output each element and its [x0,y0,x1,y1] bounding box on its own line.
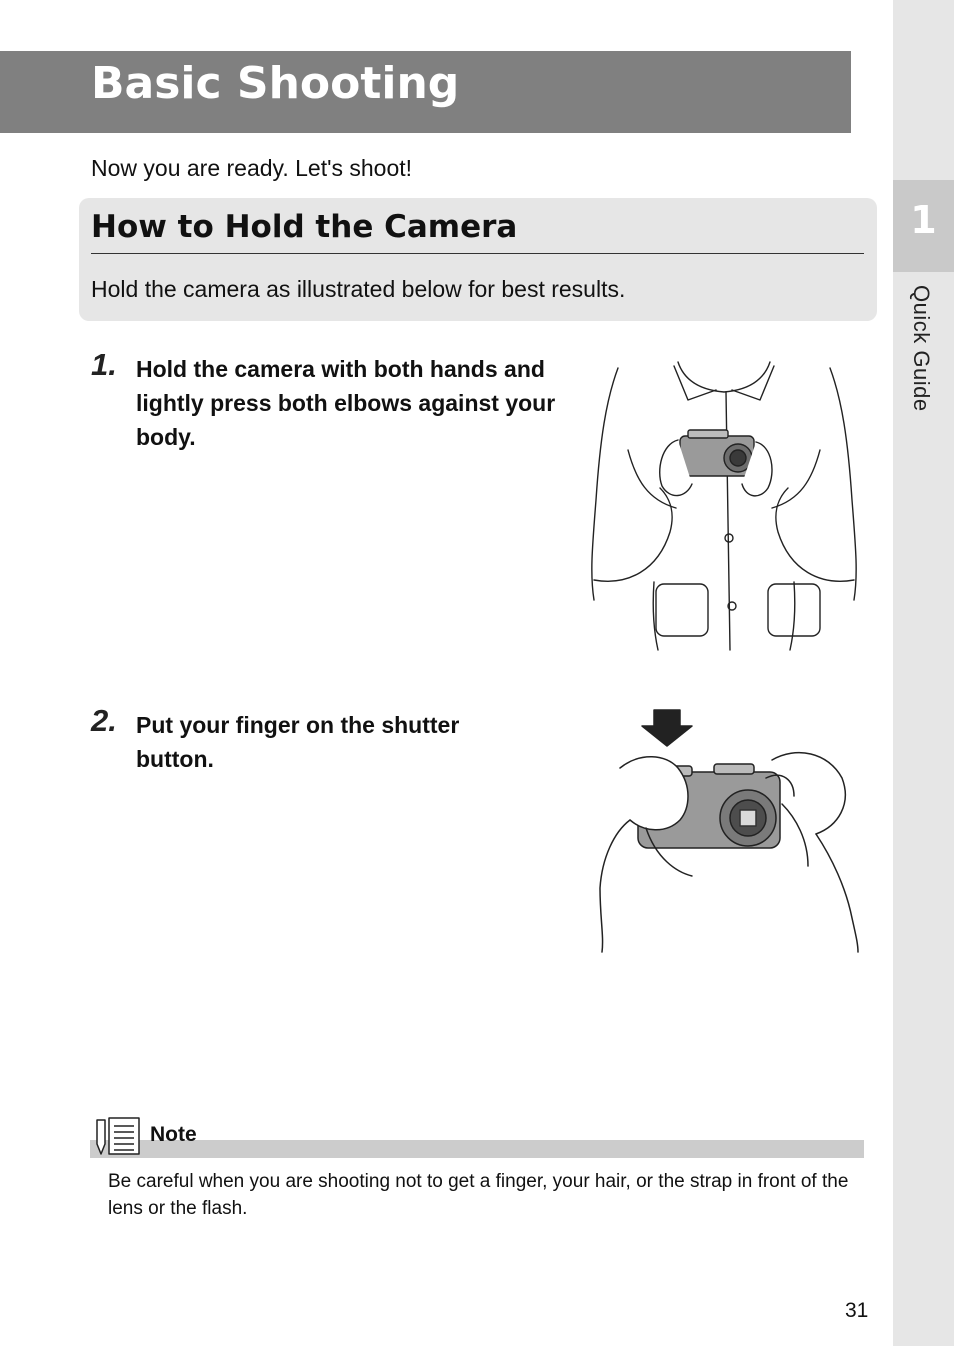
step-2-text: Put your finger on the shutter button. [136,712,460,772]
step-2-number: 2. [91,703,117,738]
step-1-text: Hold the camera with both hands and lightly press both elbows against your body. [136,356,556,450]
page-title: Basic Shooting [91,58,460,109]
page-number: 31 [845,1299,869,1322]
person-holding-camera-illustration [588,360,860,652]
section-title: How to Hold the Camera [91,209,518,245]
note-text: Be careful when you are shooting not to get a finger, your hair, or the strap in front of the lens or the flash. [108,1171,849,1219]
note-icon [94,1116,142,1158]
step-1-number: 1. [91,347,117,382]
down-arrow-icon [642,710,692,746]
note-divider-bar [90,1140,864,1158]
section-description: Hold the camera as illustrated below for best results. [91,276,626,302]
section-divider [91,253,864,254]
chapter-label: Quick Guide [909,285,934,412]
note-label: Note [150,1123,197,1146]
hands-on-shutter-illustration [596,708,866,954]
intro-text: Now you are ready. Let's shoot! [91,155,413,181]
chapter-number: 1 [910,198,937,242]
